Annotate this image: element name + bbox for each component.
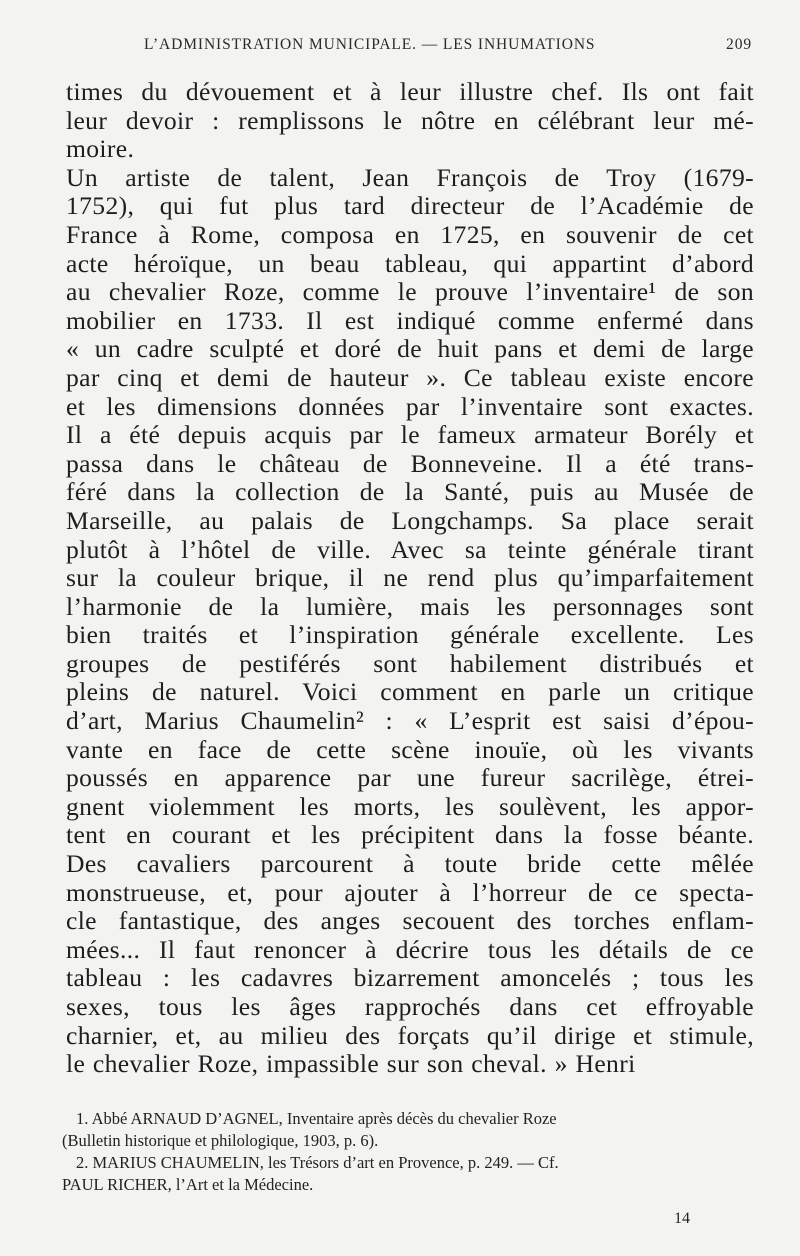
text-line: plutôt à l’hôtel de ville. Avec sa teinte générale tirant <box>66 534 754 564</box>
footnote-2-line-2: PAUL RICHER, l’Art et la Médecine. <box>62 1175 314 1194</box>
text-line: times du dévouement et à leur illustre chef. Ils ont fait <box>66 77 754 106</box>
text-line: acte héroïque, un beau tableau, qui appartint d’abord <box>66 248 754 278</box>
text-line: monstrueuse, et, pour ajouter à l’horreur de ce specta- <box>66 877 754 907</box>
text-line: groupes de pestiférés sont habilement distribués et <box>66 648 754 678</box>
text-line: poussés en apparence par une fureur sacrilège, étrei- <box>66 763 754 793</box>
text-line: d’art, Marius Chaumelin² : « L’esprit est saisi d’épou- <box>66 706 754 736</box>
text-line: féré dans la collection de la Santé, puis au Musée de <box>66 477 754 507</box>
running-title: L’ADMINISTRATION MUNICIPALE. — LES INHUMATIONS <box>144 36 596 53</box>
text-line: passa dans le château de Bonneveine. Il a été trans- <box>66 448 754 478</box>
text-line: « un cadre sculpté et doré de huit pans et demi de large <box>66 334 754 364</box>
footnote-1-line-2: (Bulletin historique et philologique, 1903, p. 6). <box>62 1131 379 1150</box>
signature-mark: 14 <box>674 1210 690 1227</box>
text-line: mées... Il faut renoncer à décrire tous les détails de ce <box>66 934 754 964</box>
text-line: charnier, et, au milieu des forçats qu’il dirige et stimule, <box>66 1020 754 1050</box>
footnote-2-line-1: 2. MARIUS CHAUMELIN, les Trésors d’art en Provence, p. 249. — Cf. <box>76 1153 559 1172</box>
text-line: Marseille, au palais de Longchamps. Sa place serait <box>66 505 754 535</box>
text-line: moire. <box>66 134 135 164</box>
running-head <box>144 36 752 58</box>
text-line: France à Rome, composa en 1725, en souvenir de cet <box>66 219 754 249</box>
text-line: Des cavaliers parcourent à toute bride cette mêlée <box>66 849 754 879</box>
text-line: mobilier en 1733. Il est indiqué comme enfermé dans <box>66 305 754 335</box>
text-line: par cinq et demi de hauteur ». Ce tableau existe encore <box>66 362 754 392</box>
text-line: Un artiste de talent, Jean François de Troy (1679- <box>66 162 754 192</box>
text-line: au chevalier Roze, comme le prouve l’inventaire¹ de son <box>66 277 754 307</box>
body-text <box>66 78 754 1079</box>
text-line: vante en face de cette scène inouïe, où les vivants <box>66 734 754 764</box>
text-line: tent en courant et les précipitent dans la fosse béante. <box>66 820 754 850</box>
text-line: leur devoir : remplissons le nôtre en célébrant leur mé- <box>66 105 754 135</box>
text-line: sur la couleur brique, il ne rend plus qu’imparfaitement <box>66 563 754 593</box>
text-line: pleins de naturel. Voici comment en parle un critique <box>66 677 754 707</box>
text-line: Il a été depuis acquis par le fameux armateur Borély et <box>66 420 754 450</box>
text-line: tableau : les cadavres bizarrement amoncelés ; tous les <box>66 963 754 993</box>
footnotes <box>62 1108 756 1196</box>
text-line: cle fantastique, des anges secouent des torches enflam- <box>66 906 754 936</box>
text-line: et les dimensions données par l’inventaire sont exactes. <box>66 391 754 421</box>
text-line: bien traités et l’inspiration générale excellente. Les <box>66 620 754 650</box>
text-line: l’harmonie de la lumière, mais les personnages sont <box>66 591 754 621</box>
text-line: 1752), qui fut plus tard directeur de l’Académie de <box>66 191 754 221</box>
text-line: le chevalier Roze, impassible sur son cheval. » Henri <box>66 1049 636 1079</box>
footnote-1-line-1: 1. Abbé ARNAUD D’AGNEL, Inventaire après décès du chevalier Roze <box>76 1109 557 1128</box>
text-line: gnent violemment les morts, les soulèvent, les appor- <box>66 791 754 821</box>
page-number: 209 <box>726 36 752 53</box>
text-line: sexes, tous les âges rapprochés dans cet effroyable <box>66 992 754 1021</box>
